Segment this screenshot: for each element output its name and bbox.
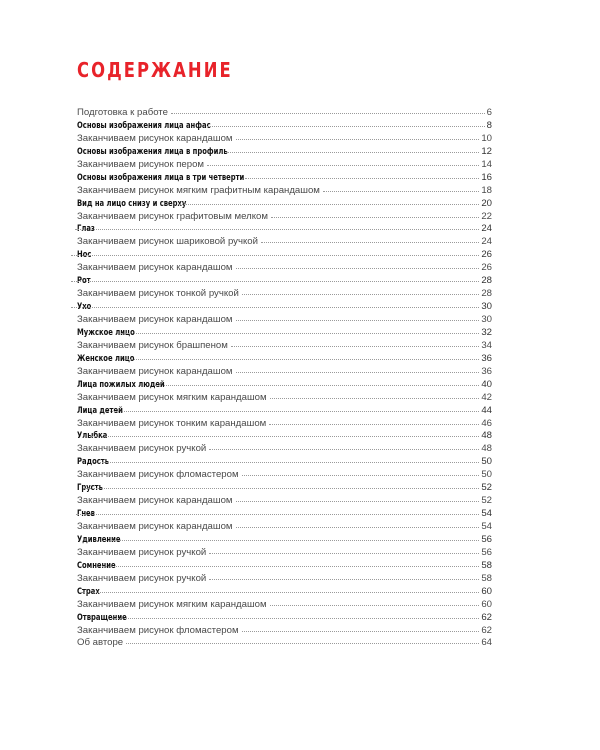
toc-entry-label: Заканчиваем рисунок тонким карандашом	[77, 417, 267, 429]
toc-section-heading[interactable]	[77, 120, 492, 133]
toc-page-number: 22	[481, 210, 492, 222]
dot-leader	[71, 306, 479, 308]
dot-leader	[76, 513, 480, 515]
toc-entry-label: Заканчиваем рисунок карандашом	[77, 314, 233, 325]
toc-entry-label: Гнев	[77, 509, 95, 520]
toc-page-number: 34	[481, 339, 492, 351]
toc-section-heading[interactable]	[77, 223, 492, 236]
toc-page-number: 28	[481, 275, 492, 287]
toc-entry[interactable]	[77, 418, 492, 431]
dot-leader	[99, 565, 479, 567]
dot-leader	[112, 617, 480, 619]
toc-page-number: 56	[481, 533, 492, 545]
toc-section-heading[interactable]	[77, 172, 492, 185]
toc-page-number: 20	[481, 197, 492, 209]
toc-entry-label: Ухо	[77, 302, 92, 313]
toc-page-number: 64	[481, 637, 492, 649]
dot-leader	[90, 435, 480, 437]
toc-entry-label: Радость	[77, 457, 110, 468]
toc-entry-label: Страх	[77, 586, 100, 597]
dot-leader	[236, 526, 480, 528]
toc-entry[interactable]	[77, 443, 492, 456]
toc-page-number: 42	[481, 391, 492, 403]
toc-entry-label: Заканчиваем рисунок тонкой ручкой	[77, 288, 239, 300]
toc-section-heading[interactable]	[77, 534, 492, 547]
dot-leader	[126, 642, 479, 644]
dot-leader	[209, 552, 479, 554]
dot-leader	[236, 500, 480, 502]
toc-section-heading[interactable]	[77, 146, 492, 159]
dot-leader	[231, 345, 479, 347]
toc-entry-label: Заканчиваем рисунок карандашом	[77, 262, 233, 274]
dot-leader	[236, 138, 480, 140]
toc-entry[interactable]	[77, 366, 492, 379]
toc-entry[interactable]	[77, 573, 492, 586]
dot-leader	[107, 410, 479, 412]
toc-page-number: 30	[481, 314, 492, 325]
toc-section-heading[interactable]	[77, 456, 492, 469]
toc-page-number: 54	[481, 521, 492, 532]
dot-leader	[236, 267, 480, 269]
dot-leader	[207, 164, 479, 166]
toc-entry[interactable]	[77, 262, 492, 275]
toc-page-number: 60	[481, 598, 492, 610]
toc-entry[interactable]	[77, 236, 492, 249]
toc-entry[interactable]	[77, 521, 492, 534]
toc-section-heading[interactable]	[77, 612, 492, 625]
toc-page-number: 28	[481, 288, 492, 300]
toc-page-number: 58	[481, 572, 492, 584]
table-of-contents	[77, 107, 492, 650]
toc-page-number: 50	[481, 456, 492, 468]
toc-section-heading[interactable]	[77, 353, 492, 366]
toc-entry-label: Заканчиваем рисунок мягким карандашом	[77, 391, 267, 403]
toc-entry[interactable]	[77, 625, 492, 638]
toc-entry-label: Заканчиваем рисунок карандашом	[77, 365, 233, 377]
toc-section-heading[interactable]	[77, 586, 492, 599]
toc-page-number: 32	[481, 326, 492, 338]
toc-entry-label: Вид на лицо снизу и сверху	[77, 198, 187, 209]
toc-page-number: 24	[481, 236, 492, 248]
dot-leader	[226, 151, 479, 153]
toc-page-number: 24	[481, 223, 492, 235]
toc-entry[interactable]	[77, 159, 492, 172]
toc-entry[interactable]	[77, 185, 492, 198]
toc-entry-label: Заканчиваем рисунок шариковой ручкой	[77, 236, 258, 248]
toc-page-number: 44	[481, 404, 492, 416]
toc-section-heading[interactable]	[77, 430, 492, 443]
dot-leader	[120, 358, 479, 360]
toc-entry[interactable]	[77, 392, 492, 405]
toc-section-heading[interactable]	[77, 405, 492, 418]
toc-entry-label: Сомнение	[77, 560, 116, 571]
dot-leader	[270, 604, 480, 606]
toc-entry-label: Заканчиваем рисунок пером	[77, 158, 205, 170]
dot-leader	[75, 228, 479, 230]
toc-entry-label: Мужское лицо	[77, 327, 135, 338]
dot-leader	[245, 177, 479, 179]
toc-section-heading[interactable]	[77, 327, 492, 340]
toc-entry-label: Заканчиваем рисунок ручкой	[77, 572, 207, 584]
toc-page-number: 12	[481, 145, 492, 157]
toc-page-number: 18	[481, 184, 492, 196]
dot-leader	[179, 203, 479, 205]
dot-leader	[155, 384, 480, 386]
toc-entry[interactable]	[77, 599, 492, 612]
toc-page-number: 60	[481, 585, 492, 597]
dot-leader	[242, 630, 480, 632]
toc-page-number: 54	[481, 508, 492, 520]
toc-entry-label: Глаз	[77, 224, 95, 235]
toc-page-number: 48	[481, 443, 492, 455]
toc-entry-label: Грусть	[77, 483, 103, 494]
dot-leader	[71, 280, 480, 282]
toc-page-number: 14	[481, 158, 492, 170]
dot-leader	[92, 461, 480, 463]
toc-section-heading[interactable]	[77, 249, 492, 262]
toc-section-heading[interactable]	[77, 379, 492, 392]
toc-page-number: 26	[481, 249, 492, 261]
dot-leader	[105, 539, 480, 541]
dot-leader	[209, 448, 479, 450]
toc-entry[interactable]	[77, 469, 492, 482]
toc-page-number: 10	[481, 132, 492, 144]
toc-entry-label: Заканчиваем рисунок брашпеном	[77, 339, 228, 351]
toc-entry-label: Заканчиваем рисунок карандашом	[77, 495, 233, 507]
toc-section-heading[interactable]	[77, 560, 492, 573]
toc-page-number: 62	[481, 624, 492, 636]
toc-entry[interactable]	[77, 107, 492, 120]
toc-page-number: 52	[481, 482, 492, 494]
dot-leader	[236, 371, 480, 373]
dot-leader	[323, 190, 479, 192]
dot-leader	[85, 487, 480, 489]
dot-leader	[171, 112, 485, 114]
toc-page-number: 52	[481, 495, 492, 507]
toc-entry-label: Заканчиваем рисунок мягким карандашом	[77, 598, 267, 610]
toc-entry[interactable]	[77, 637, 492, 650]
dot-leader	[261, 241, 479, 243]
toc-page-number: 26	[481, 262, 492, 274]
toc-entry[interactable]	[77, 314, 492, 327]
toc-page-number: 6	[486, 107, 492, 118]
toc-page-number: 46	[481, 417, 492, 429]
toc-entry[interactable]	[77, 340, 492, 353]
toc-page-number: 62	[481, 611, 492, 623]
dot-leader	[242, 293, 479, 295]
toc-entry[interactable]	[77, 288, 492, 301]
toc-entry-label: Рот	[77, 276, 91, 287]
toc-entry-label: Заканчиваем рисунок карандашом	[77, 521, 233, 532]
toc-section-heading[interactable]	[77, 198, 492, 211]
toc-entry-label: Заканчиваем рисунок фломастером	[77, 624, 239, 636]
toc-entry-label: Заканчиваем рисунок карандашом	[77, 132, 233, 144]
toc-entry-label: Лица детей	[77, 405, 123, 416]
dot-leader	[207, 125, 485, 127]
toc-section-heading[interactable]	[77, 508, 492, 521]
toc-entry-label: Основы изображения лица в три четверти	[77, 172, 245, 183]
dot-leader	[270, 397, 480, 399]
toc-entry-label: Улыбка	[77, 431, 108, 442]
toc-entry-label: Нос	[77, 250, 92, 261]
dot-leader	[269, 423, 479, 425]
dot-leader	[236, 319, 480, 321]
toc-page-number: 30	[481, 301, 492, 313]
toc-section-heading[interactable]	[77, 275, 492, 288]
toc-entry-label: Заканчиваем рисунок мягким графитным карандашом	[77, 184, 320, 196]
toc-page-number: 48	[481, 430, 492, 442]
toc-entry-label: Основы изображения лица анфас	[77, 120, 211, 131]
toc-entry-label: Заканчиваем рисунок ручкой	[77, 443, 207, 455]
toc-entry[interactable]	[77, 495, 492, 508]
toc-entry-label: Об авторе	[77, 637, 124, 649]
toc-entry-label: Заканчиваем рисунок фломастером	[77, 469, 239, 481]
toc-entry-label: Отвращение	[77, 612, 127, 623]
dot-leader	[121, 332, 480, 334]
toc-section-heading[interactable]	[77, 301, 492, 314]
page-title: СОДЕРЖАНИЕ	[77, 58, 233, 82]
toc-page-number: 56	[481, 546, 492, 558]
toc-page-number: 16	[481, 171, 492, 183]
toc-entry[interactable]	[77, 547, 492, 560]
toc-page-number: 36	[481, 365, 492, 377]
toc-page-number: 8	[486, 119, 492, 131]
toc-entry-label: Заканчиваем рисунок ручкой	[77, 546, 207, 558]
dot-leader	[71, 254, 479, 256]
toc-page-number: 58	[481, 559, 492, 571]
dot-leader	[271, 216, 479, 218]
toc-entry-label: Заканчиваем рисунок графитовым мелком	[77, 210, 268, 222]
toc-entry-label: Удивление	[77, 534, 121, 545]
toc-entry-label: Лица пожилых людей	[77, 379, 165, 390]
toc-section-heading[interactable]	[77, 482, 492, 495]
dot-leader	[209, 578, 479, 580]
dot-leader	[242, 474, 480, 476]
toc-entry-label: Женское лицо	[77, 353, 135, 364]
toc-entry-label: Подготовка к работе	[77, 107, 168, 118]
toc-entry-label: Основы изображения лица в профиль	[77, 146, 228, 157]
toc-entry[interactable]	[77, 133, 492, 146]
toc-page-number: 50	[481, 469, 492, 481]
toc-page-number: 36	[481, 352, 492, 364]
toc-entry[interactable]	[77, 211, 492, 224]
toc-page-number: 40	[481, 378, 492, 390]
dot-leader	[81, 591, 479, 593]
